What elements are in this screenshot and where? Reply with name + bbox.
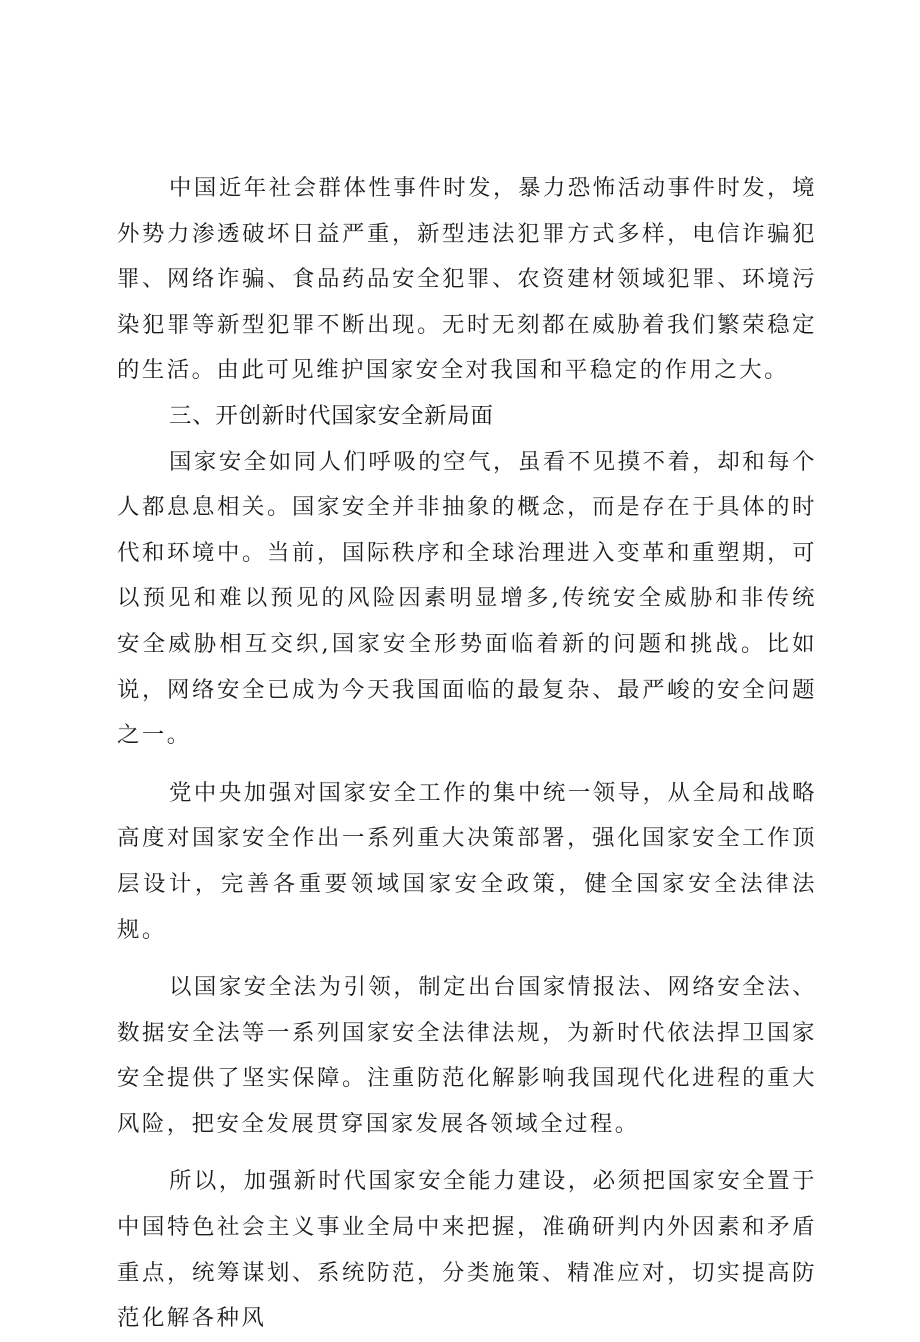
paragraph-security-concept: 国家安全如同人们呼吸的空气，虽看不见摸不着，却和每个人都息息相关。国家安全并非抽象的概念，而是存在于具体的时代和环境中。当前，国际秩序和全球治理进入变革和重塑期，可以预见和难以预见的风险因素明显增多,传统安全威胁和非传统安全威胁相互交织,国家安全形势面临着新的问题和挑战。比如说，网络安全已成为今天我国面临的最复杂、最严峻的安全问题之一。	[117, 448, 817, 749]
paragraph-social-threats: 中国近年社会群体性事件时发，暴力恐怖活动事件时发，境外势力渗透破坏日益严重，新型违法犯罪方式多样，电信诈骗犯罪、网络诈骗、食品药品安全犯罪、农资建材领域犯罪、环境污染犯罪等新型犯罪不断出现。无时无刻都在威胁着我们繁荣稳定的生活。由此可见维护国家安全对我国和平稳定的作用之大。	[117, 175, 817, 384]
paragraph-central-leadership: 党中央加强对国家安全工作的集中统一领导，从全局和战略高度对国家安全作出一系列重大决策部署，强化国家安全工作顶层设计，完善各重要领域国家安全政策，健全国家安全法律法规。	[117, 779, 817, 943]
paragraph-security-law: 以国家安全法为引领，制定出台国家情报法、网络安全法、数据安全法等一系列国家安全法律法规，为新时代依法捍卫国家安全提供了坚实保障。注重防范化解影响我国现代化进程的重大风险，把安全发展贯穿国家发展各领域全过程。	[117, 974, 817, 1137]
document-body	[117, 166, 817, 1342]
paragraph-spacer	[117, 759, 817, 771]
paragraph-capacity-building: 所以，加强新时代国家安全能力建设，必须把国家安全置于中国特色社会主义事业全局中来把握，准确研判内外因素和矛盾重点，统筹谋划、系统防范，分类施策、精准应对，切实提高防范化解各种风	[117, 1168, 817, 1332]
section-heading: 三、开创新时代国家安全新局面	[169, 402, 494, 429]
paragraph-spacer	[117, 1147, 817, 1159]
paragraph-spacer	[117, 953, 817, 965]
